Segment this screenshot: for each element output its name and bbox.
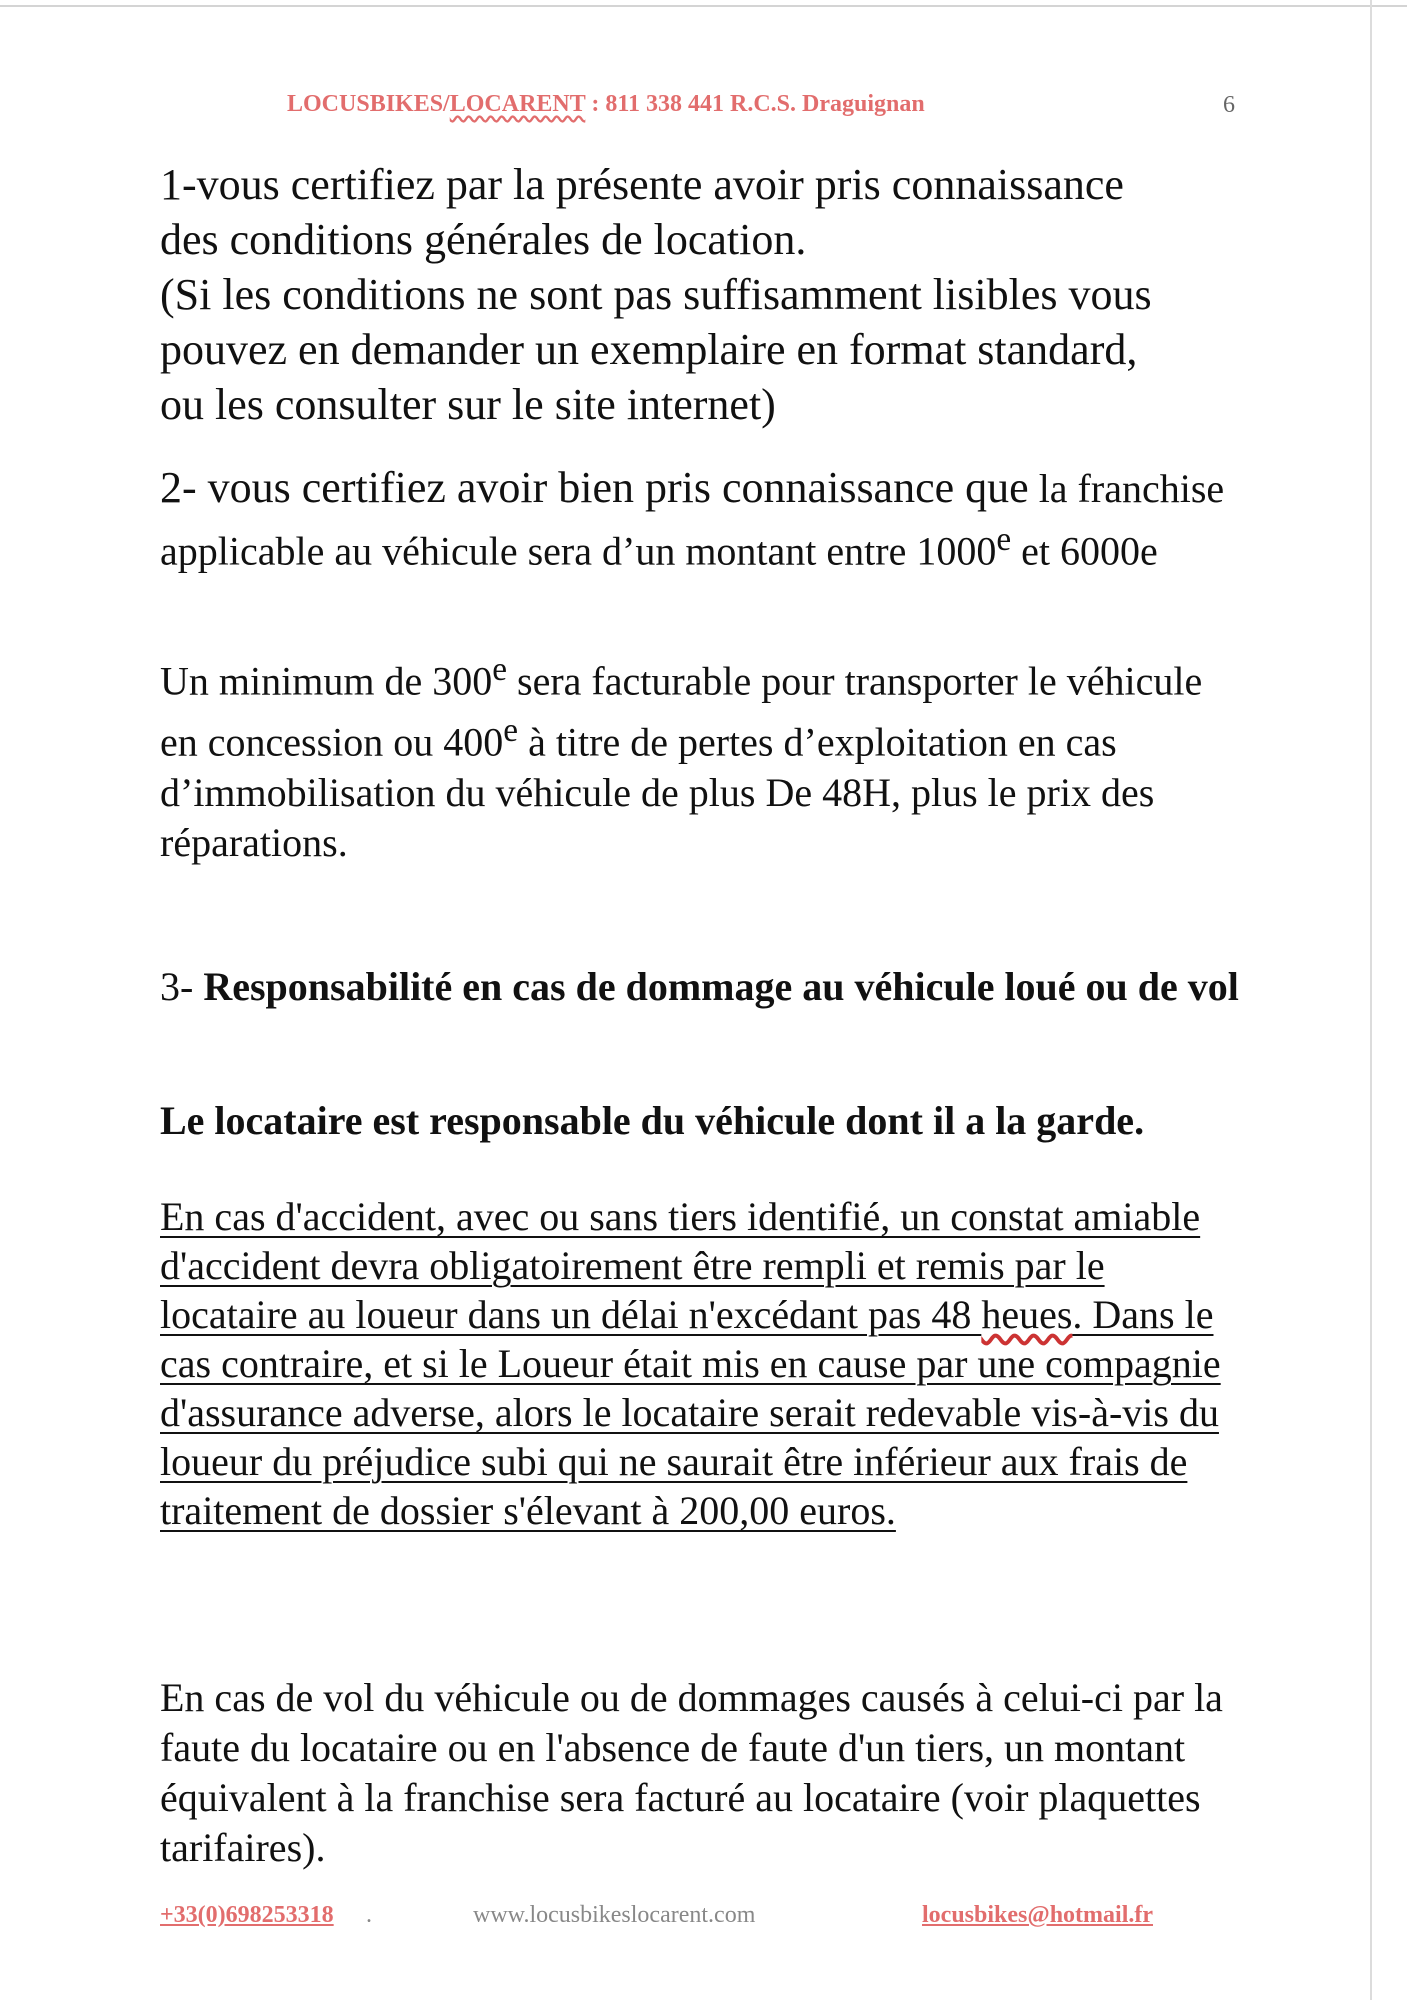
superscript-e: e: [503, 712, 519, 750]
footer-separator-dot: .: [366, 1902, 372, 1928]
section-2-paragraph: [160, 462, 1245, 576]
section-3-heading: [160, 962, 1245, 1012]
section-1-line: des conditions générales de location.: [160, 215, 807, 264]
superscript-e: e: [492, 651, 508, 688]
section-1-line: 1-vous certifiez par la présente avoir pris connaissance: [160, 160, 1124, 209]
footer-phone-link[interactable]: +33(0)698253318: [160, 1902, 334, 1928]
minimum-charge-text: sera facturable pour transporter le véhicule en concession ou 400: [160, 658, 1203, 765]
section-2-text-b: et 6000e: [1011, 528, 1158, 574]
section-3-number: 3-: [160, 964, 204, 1009]
footer-website: www.locusbikeslocarent.com: [473, 1902, 756, 1928]
section-1-line: ou les consulter sur le site internet): [160, 380, 776, 429]
superscript-e: e: [996, 521, 1012, 558]
accident-paragraph: [160, 1192, 1245, 1535]
accident-misspelled-word: heues: [981, 1292, 1073, 1337]
footer-email-link[interactable]: locusbikes@hotmail.fr: [922, 1902, 1153, 1928]
minimum-charge-paragraph: [160, 645, 1245, 868]
page-header: [287, 91, 925, 118]
minimum-charge-text: à titre de pertes d’exploitation en cas d’immobilisation du véhicule de plus De 48H, plus le prix des réparations.: [160, 719, 1155, 865]
section-1-line: (Si les conditions ne sont pas suffisamment lisibles vous: [160, 270, 1152, 319]
page-number: 6: [1223, 92, 1235, 118]
theft-paragraph: En cas de vol du véhicule ou de dommages causés à celui-ci par la faute du locataire ou en l'absence de faute d'un tiers, un montant équivalent à la franchise sera facturé au locataire (voir plaquettes tarifaires).: [160, 1675, 1223, 1870]
header-company-squiggle: LOCARENT: [449, 91, 586, 117]
top-border: [0, 0, 1407, 7]
section-3-title: Responsabilité en cas de dommage au véhicule loué ou de vol: [203, 964, 1239, 1009]
accident-text-b: . Dans le cas contraire, et si le Loueur était mis en cause par une compagnie d'assurance adverse, alors le locataire serait redevable vis-à-vis du loueur du préjudice subi qui ne saurait être inférieur aux frais de traitement de dossier s'élevant à 200,00 euros.: [160, 1292, 1221, 1533]
section-2-lead: 2- vous certifiez avoir bien pris connaissance que: [160, 463, 1029, 512]
section-1-paragraph: [160, 157, 1245, 432]
header-company-prefix: LOCUSBIKES/: [287, 91, 450, 117]
section-2-text-a: la franchise applicable au véhicule sera d’un montant entre 1000: [160, 466, 1225, 574]
page-edge: [1370, 0, 1372, 2000]
section-3-subheading: Le locataire est responsable du véhicule dont il a la garde.: [160, 1098, 1145, 1143]
header-company-suffix: : 811 338 441 R.C.S. Draguignan: [585, 91, 925, 117]
section-1-line: pouvez en demander un exemplaire en format standard,: [160, 325, 1138, 374]
minimum-charge-text: Un minimum de 300: [160, 658, 493, 704]
accident-text-a: En cas d'accident, avec ou sans tiers identifié, un constat amiable d'accident devra obligatoirement être rempli et remis par le locataire au loueur dans un délai n'excédant pas 48: [160, 1194, 1201, 1337]
